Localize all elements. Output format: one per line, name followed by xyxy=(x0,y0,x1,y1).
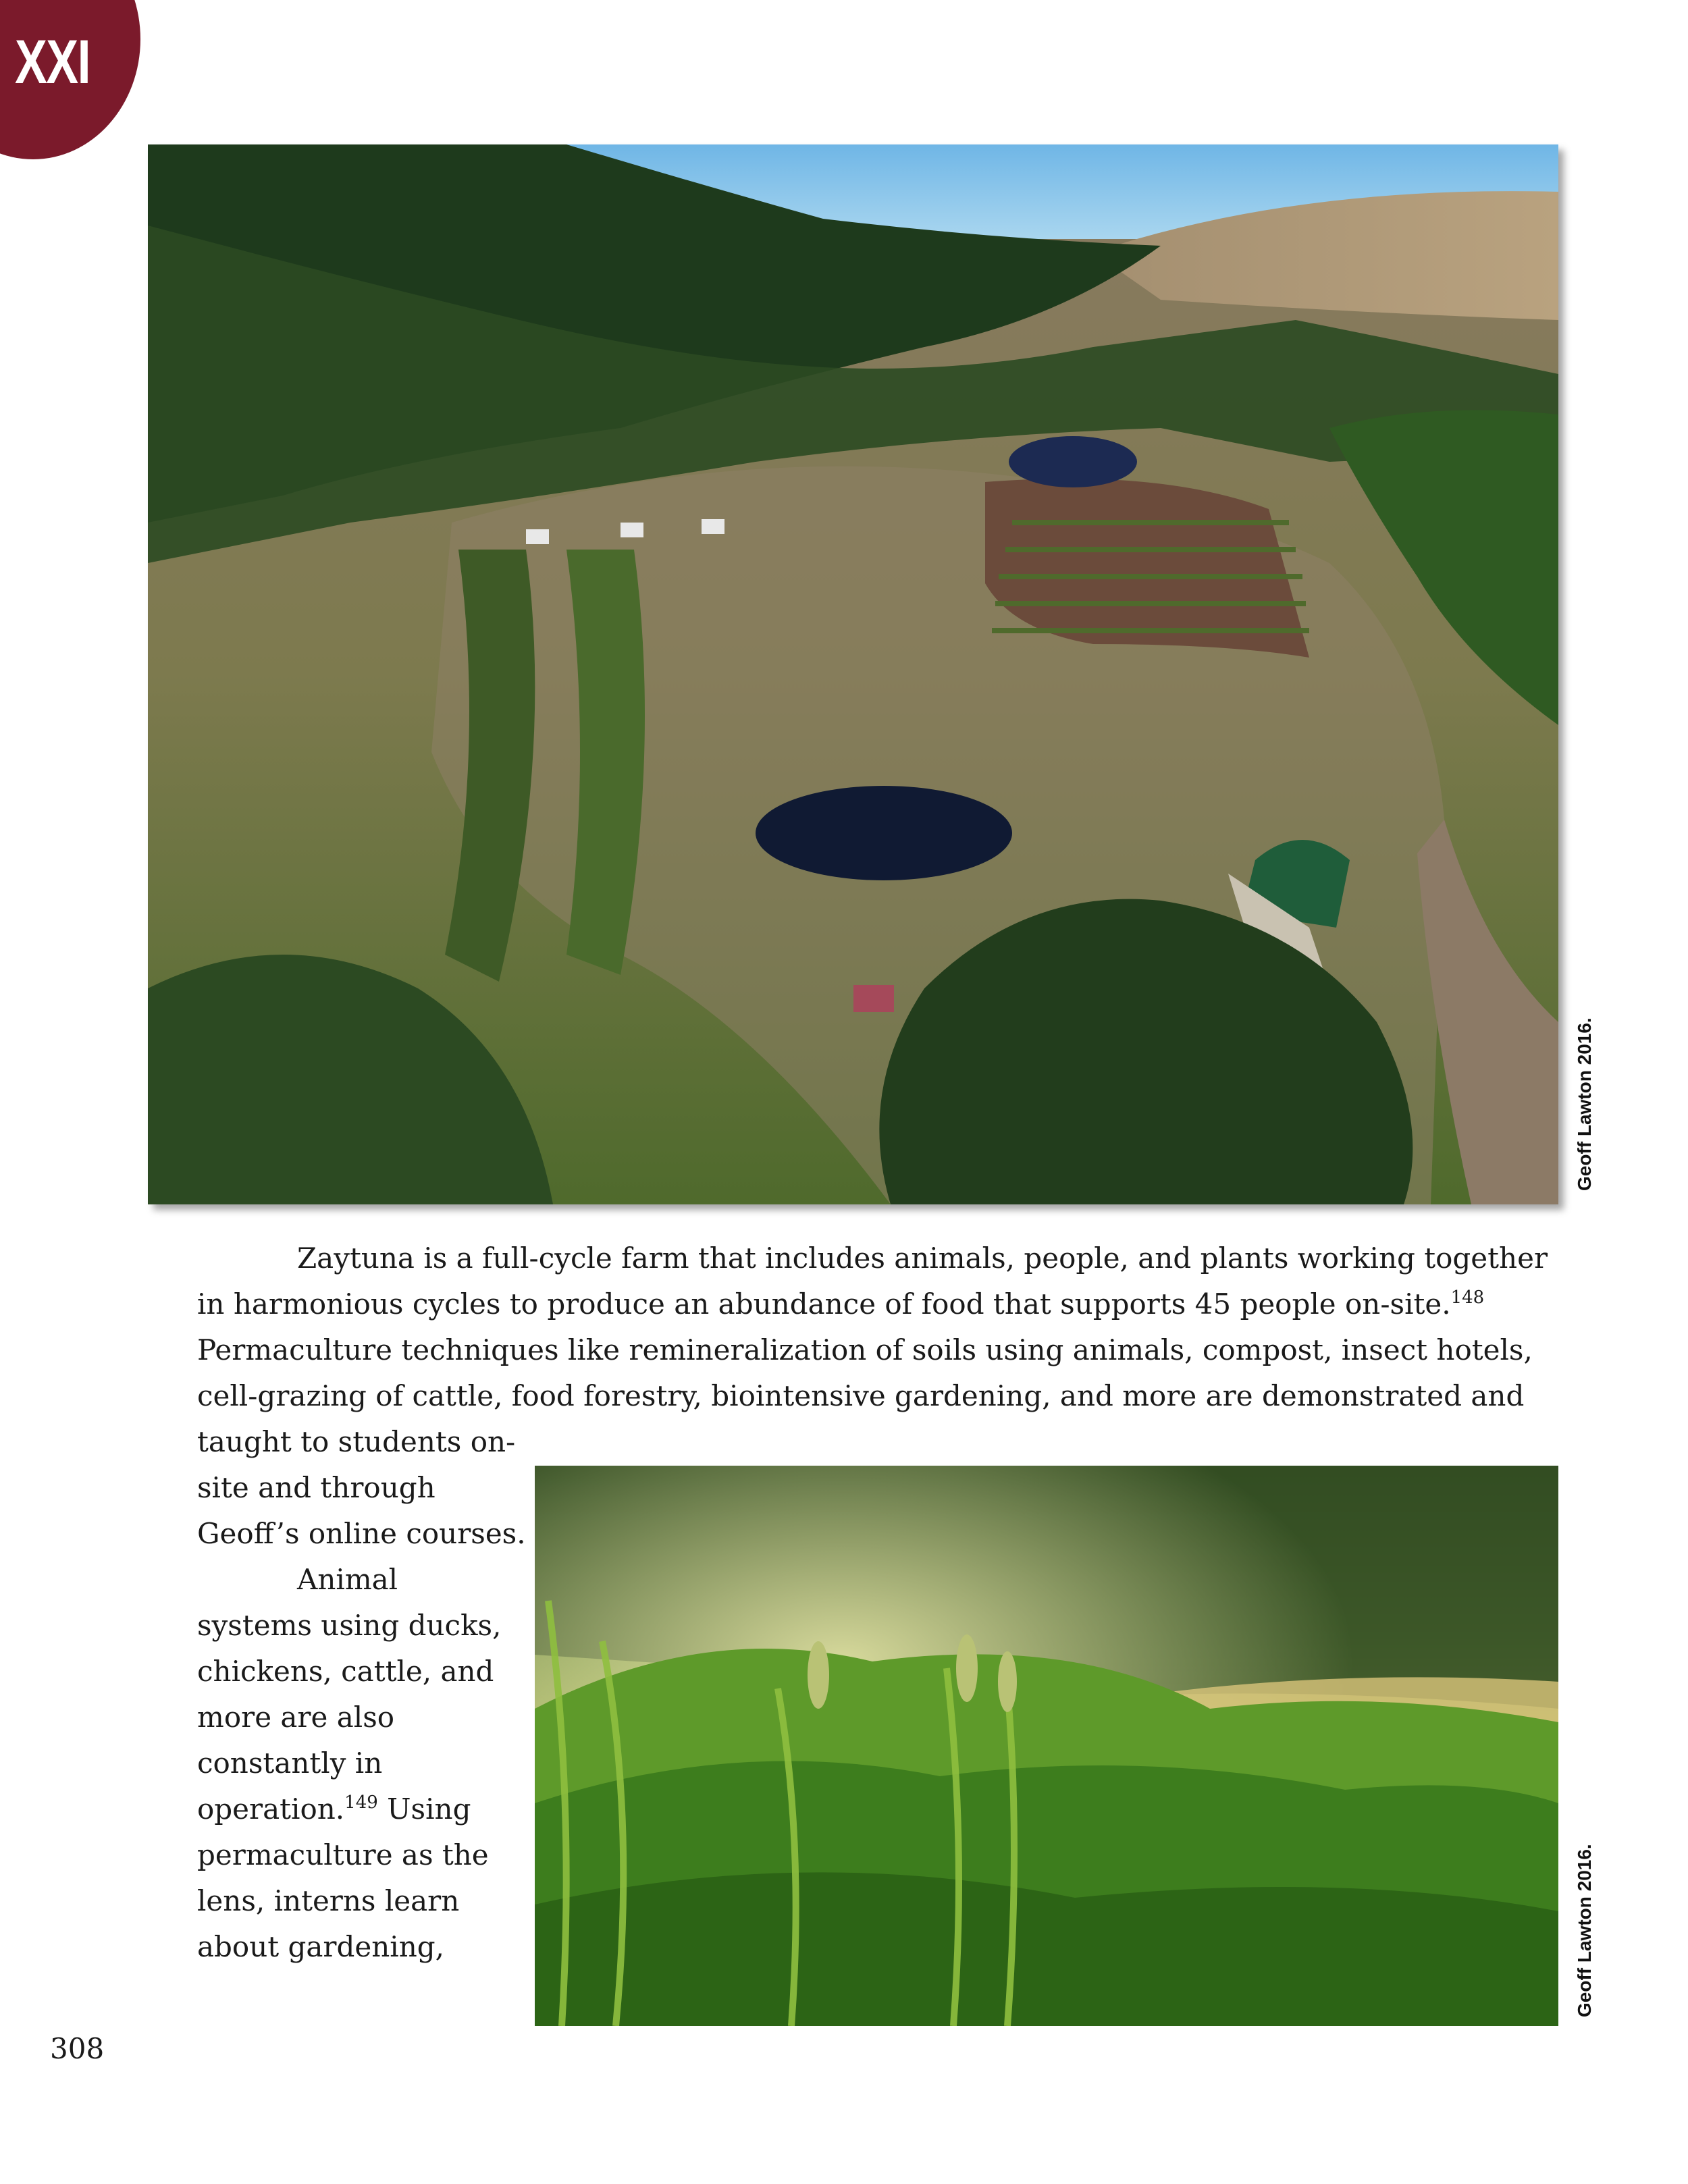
text-line: Animal xyxy=(297,1563,398,1596)
text-line xyxy=(197,1786,535,1832)
text-line: Geoff’s online courses. xyxy=(197,1517,526,1550)
photo-credit-crops: Geoff Lawton 2016. xyxy=(1574,1844,1595,2017)
text-line-content: Using xyxy=(387,1792,471,1826)
body-paragraph-wrap xyxy=(197,1419,535,1970)
text-line: more are also xyxy=(197,1701,395,1734)
page-number: 308 xyxy=(50,2032,105,2065)
text-line xyxy=(197,1373,1525,1419)
text-line: site and through xyxy=(197,1471,436,1504)
photo-credit-aerial: Geoff Lawton 2016. xyxy=(1574,1017,1595,1191)
chapter-label: XXI xyxy=(15,28,90,97)
text-line xyxy=(197,1327,1533,1373)
text-line: chickens, cattle, and xyxy=(197,1655,494,1688)
footnote-ref: 148 xyxy=(1450,1287,1485,1308)
text-line-content: operation. xyxy=(197,1792,345,1826)
text-line-content: Zaytuna is a full-cycle farm that includes animals, people, and plants working together xyxy=(297,1242,1548,1275)
aerial-farm-photo xyxy=(148,144,1558,1204)
text-line: lens, interns learn xyxy=(197,1884,460,1917)
text-line-content: in harmonious cycles to produce an abundance of food that supports 45 people on-site. xyxy=(197,1287,1451,1321)
crops-photo xyxy=(535,1466,1558,2026)
text-line: about gardening, xyxy=(197,1930,445,1963)
text-line-content: Permaculture techniques like remineralization of soils using animals, compost, insect hotels, xyxy=(197,1333,1533,1366)
body-paragraph-main xyxy=(197,1235,1548,1419)
text-line: taught to students on- xyxy=(197,1425,516,1458)
text-line: permaculture as the xyxy=(197,1838,489,1871)
text-line xyxy=(197,1235,1548,1281)
text-line: systems using ducks, xyxy=(197,1609,502,1642)
footnote-ref: 149 xyxy=(344,1792,378,1813)
text-line: constantly in xyxy=(197,1747,383,1780)
text-line-content: cell-grazing of cattle, food forestry, biointensive gardening, and more are demonstrated and xyxy=(197,1379,1525,1412)
text-line xyxy=(197,1281,1485,1327)
